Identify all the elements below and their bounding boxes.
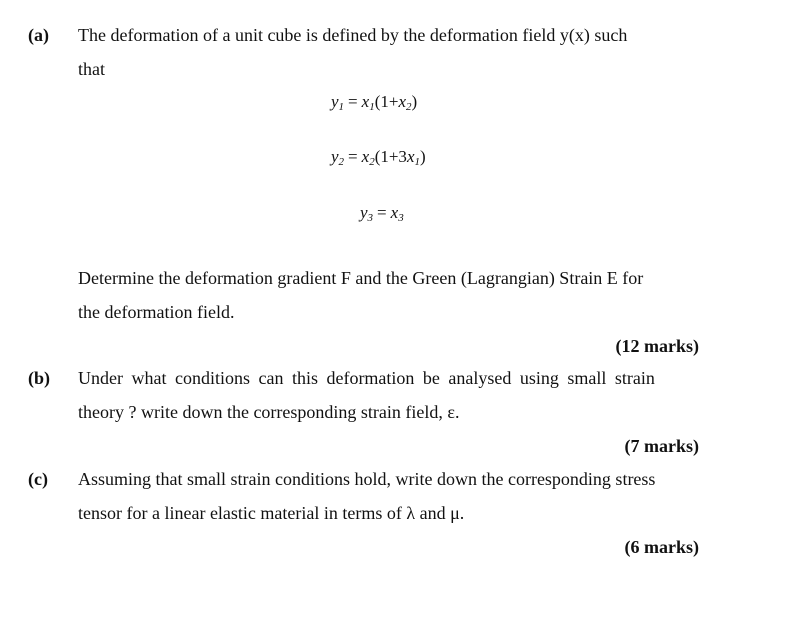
- eq1-x2-sub: 2: [405, 101, 412, 113]
- eq1-x: x: [361, 92, 370, 111]
- part-a-line-2: that: [78, 59, 105, 79]
- part-b-line-2: theory ? write down the corresponding strain field, ε.: [78, 402, 460, 422]
- eq3-lhs-sub: 3: [367, 212, 374, 224]
- part-b-marks: (7 marks): [624, 436, 699, 456]
- part-c-line-2: tensor for a linear elastic material in terms of λ and μ.: [78, 503, 465, 523]
- eq3-x-sub: 3: [398, 212, 404, 224]
- eq2-equals: =: [348, 147, 358, 166]
- eq2-lhs: y: [331, 147, 339, 166]
- eq1-lhs: y: [331, 92, 339, 111]
- eq3-equals: =: [377, 203, 387, 222]
- part-c-label: (c): [28, 469, 48, 489]
- part-a-line-3: Determine the deformation gradient F and the Green (Lagrangian) Strain E for: [78, 268, 644, 288]
- eq1-x-sub: 1: [369, 101, 375, 113]
- part-c-line-1: Assuming that small strain conditions hold, write down the corresponding stress: [78, 469, 656, 489]
- eq1-lhs-sub: 1: [338, 101, 345, 113]
- eq1-x2: x: [398, 92, 406, 111]
- part-a-line-4: the deformation field.: [78, 302, 235, 322]
- eq3-lhs: y: [360, 203, 368, 222]
- eq2-x2-sub: 1: [414, 156, 420, 168]
- eq2-x2: x: [406, 147, 415, 166]
- equation-2: [331, 147, 426, 168]
- eq2-close: ): [419, 147, 426, 166]
- eq1-close: ): [411, 92, 418, 111]
- part-a-label: (a): [28, 25, 49, 45]
- equation-3: [360, 203, 404, 224]
- eq2-paren: (1+3: [374, 147, 407, 166]
- equation-1: [331, 92, 417, 113]
- eq1-paren: (1+: [374, 92, 399, 111]
- part-b-label: (b): [28, 368, 50, 388]
- part-b-line-1: Under what conditions can this deformation be analysed using small strain: [78, 368, 655, 388]
- eq2-x-sub: 2: [369, 156, 375, 168]
- eq1-equals: =: [348, 92, 358, 111]
- part-c-marks: (6 marks): [624, 537, 699, 557]
- eq2-x: x: [361, 147, 370, 166]
- part-a-marks: (12 marks): [615, 336, 699, 356]
- part-a-line-1: The deformation of a unit cube is defined by the deformation field y(x) such: [78, 25, 628, 45]
- eq3-x: x: [390, 203, 399, 222]
- eq2-lhs-sub: 2: [338, 156, 345, 168]
